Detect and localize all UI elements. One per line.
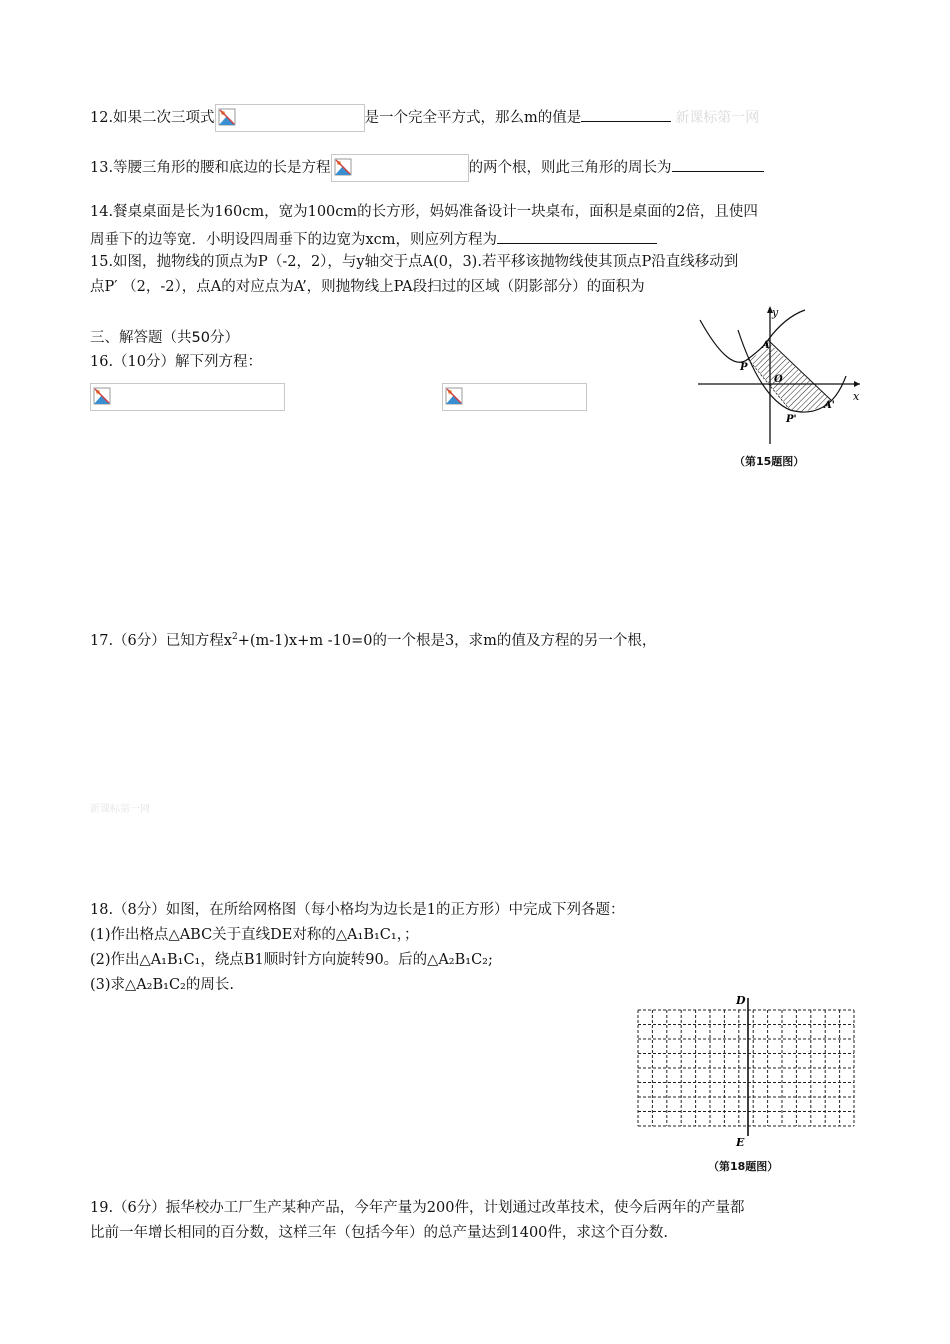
watermark-2: 新课标第一网 xyxy=(90,804,150,815)
label-y: y xyxy=(772,306,779,319)
q18-part-2: (2)作出△A₁B₁C₁，绕点B1顺时针方向旋转90。后的△A₂B₁C₂; xyxy=(90,952,493,968)
label-E: E xyxy=(736,1136,745,1149)
label-O: O xyxy=(774,374,783,385)
figure-18-grid xyxy=(630,990,865,1150)
q13-text-a: 13.等腰三角形的腰和底边的长是方程 xyxy=(90,160,331,176)
question-12 xyxy=(90,104,759,132)
broken-image-icon xyxy=(218,108,236,126)
shaded-region xyxy=(748,342,832,411)
label-A-prime: A' xyxy=(824,400,835,411)
q19-line1: 19.（6分）振华校办工厂生产某种产品，今年产量为200件，计划通过改革技术，使今后两年的产量都 xyxy=(90,1200,745,1216)
q17-text-b: +(m-1)x+m -10=0的一个根是3，求m的值及方程的另一个根， xyxy=(237,632,657,649)
q17-text-a: 17.（6分）已知方程x xyxy=(90,632,232,649)
q13-answer-blank xyxy=(672,155,764,172)
q13-formula-image xyxy=(331,154,469,182)
section-3-title: 三、解答题（共50分） xyxy=(90,330,239,346)
label-P-prime: P' xyxy=(786,414,797,425)
q12-text-b: 是一个完全平方式，那么m的值是 xyxy=(364,110,582,126)
label-x: x xyxy=(853,390,860,403)
q12-formula-image xyxy=(215,104,365,132)
q16-equation-1-image xyxy=(90,383,285,411)
broken-image-icon xyxy=(445,387,463,405)
label-D: D xyxy=(736,994,746,1007)
q16-equation-2-image xyxy=(442,383,587,411)
q14-answer-blank xyxy=(497,227,657,244)
q15-line1: 15.如图，抛物线的顶点为P（-2，2），与y轴交于点A(0，3).若平移该抛物线使其顶点P沿直线移动到 xyxy=(90,254,739,270)
q18-part-3: (3)求△A₂B₁C₂的周长. xyxy=(90,977,234,993)
q12-answer-blank xyxy=(581,105,671,122)
label-A: A xyxy=(762,340,770,351)
q16-text: 16.（10分）解下列方程： xyxy=(90,354,263,370)
q14-line2 xyxy=(90,227,657,250)
grid-lines xyxy=(638,1010,854,1126)
q13-text-b: 的两个根，则此三角形的周长为 xyxy=(468,160,672,176)
q15-line2: 点P′ （2，-2），点A的对应点为A’，则抛物线上PA段扫过的区域（阴影部分）的面积为 xyxy=(90,279,645,295)
q17-superscript: 2 xyxy=(231,632,238,642)
q14-line1: 14.餐桌桌面是长为160cm，宽为100cm的长方形，妈妈准备设计一块桌布，面积是桌面的2倍，且使四 xyxy=(90,204,758,220)
q19-line2: 比前一年增长相同的百分数，这样三年（包括今年）的总产量达到1400件，求这个百分数. xyxy=(90,1225,669,1241)
q14-line2-text: 周垂下的边等宽．小明设四周垂下的边宽为xcm，则应列方程为 xyxy=(90,232,498,248)
broken-image-icon xyxy=(334,158,352,176)
question-17 xyxy=(90,627,656,651)
watermark: 新课标第一网 xyxy=(675,110,760,126)
question-13 xyxy=(90,154,764,182)
broken-image-icon xyxy=(93,387,111,405)
q12-text-a: 12.如果二次三项式 xyxy=(90,110,215,126)
figure-18-caption: （第18题图） xyxy=(708,1160,779,1173)
q18-intro: 18.（8分）如图，在所给网格图（每小格均为边长是1的正方形）中完成下列各题： xyxy=(90,902,625,918)
q18-part-1: (1)作出格点△ABC关于直线DE对称的△A₁B₁C₁，； xyxy=(90,927,419,943)
figure-15-caption: （第15题图） xyxy=(734,455,805,468)
label-P: P xyxy=(740,362,748,373)
figure-15-parabola xyxy=(690,302,865,452)
